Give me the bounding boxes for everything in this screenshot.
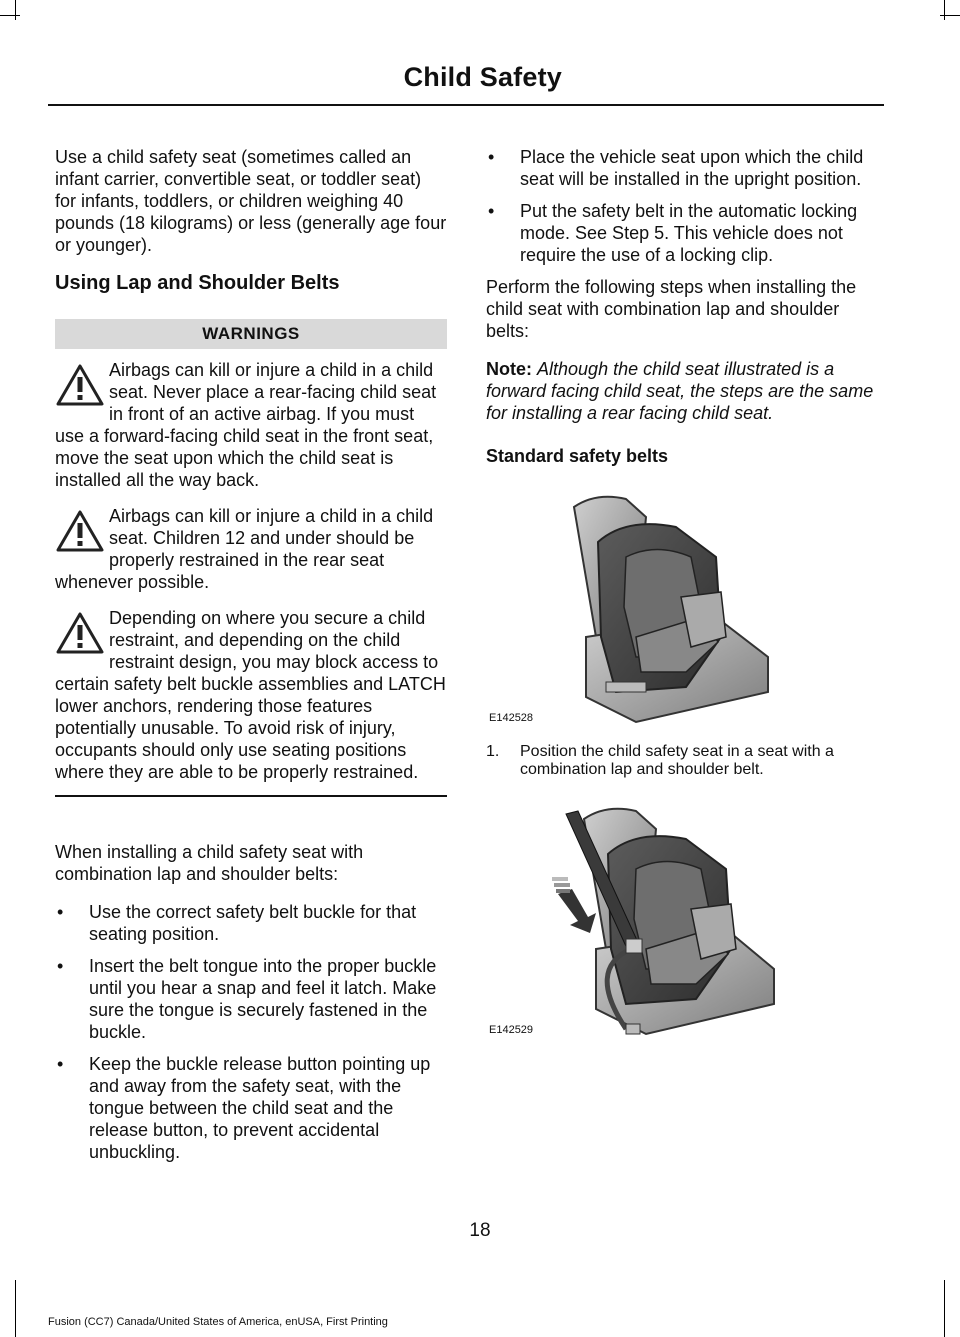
header-divider [48, 104, 884, 106]
warning-text: Depending on where you secure a child restraint, and depending on the child restraint design, you may block access to certain safety belt buckle assemblies and LATCH lower anchors, rendering those features potentially unusable. To avoid risk of injury, occupants should only use seating positions where they are able to be properly restrained. [55, 608, 446, 782]
step-1 [486, 743, 882, 779]
prep-bullet-list [486, 146, 882, 266]
list-item: • Insert the belt tongue into the proper buckle until you hear a snap and feel it latch. Make sure the tongue is securely fastened in the buckle. [57, 956, 437, 1042]
step-number: 1. [486, 743, 500, 760]
warning-item [55, 359, 447, 491]
intro-paragraph: Use a child safety seat (sometimes called an infant carrier, convertible seat, or toddler seat) for infants, toddlers, or children weighing 40 pounds (18 kilograms) or less (generally age four or younger). [55, 147, 447, 255]
warning-triangle-icon [55, 363, 105, 407]
list-item: • Put the safety belt in the automatic locking mode. See Step 5. This vehicle does not require the use of a locking clip. [488, 201, 858, 265]
crop-mark [15, 0, 16, 20]
child-seat-belt-illustration [486, 799, 776, 1039]
crop-mark [944, 1280, 945, 1337]
figure-code: E142529 [489, 1024, 534, 1036]
list-item: • Use the correct safety belt buckle for that seating position. [57, 902, 417, 944]
figure-code: E142528 [489, 712, 534, 724]
child-seat-belt-image [486, 799, 776, 1039]
warning-triangle-icon [55, 611, 105, 655]
child-seat-image [486, 487, 776, 727]
install-bullet-list [55, 901, 447, 1163]
bullet-glyph: • [57, 1054, 64, 1074]
crop-mark [15, 1280, 16, 1337]
section-heading: Using Lap and Shoulder Belts [55, 272, 340, 294]
install-intro: When installing a child safety seat with combination lap and shoulder belts: [55, 842, 364, 884]
note-label: Note: [486, 359, 532, 379]
warning-text: Airbags can kill or injure a child in a child seat. Children 12 and under should be properly restrained in the rear seat whenever possible. [55, 506, 434, 592]
warnings-divider [55, 795, 447, 797]
crop-mark [0, 15, 20, 16]
left-column [55, 146, 447, 1173]
warning-item [55, 505, 447, 593]
note-text: Although the child seat illustrated is a forward facing child seat, the steps are the same for installing a rear facing child seat. [486, 359, 874, 423]
list-item: • Place the vehicle seat upon which the child seat will be installed in the upright position. [488, 147, 864, 189]
child-seat-illustration [486, 487, 776, 727]
crop-mark [944, 0, 945, 20]
crop-mark [940, 15, 960, 16]
steps-intro: Perform the following steps when installing the child seat with combination lap and shoulder belts: [486, 277, 857, 341]
warning-text: Airbags can kill or injure a child in a child seat. Never place a rear-facing child seat in front of an active airbag. If you must use a forward-facing child seat in the front seat, move the seat upon which the child seat is installed all the way back. [55, 360, 437, 490]
page-number: 18 [469, 1220, 491, 1241]
note [486, 358, 882, 424]
warning-item [55, 607, 447, 783]
bullet-glyph: • [488, 201, 495, 221]
warning-triangle-icon [55, 509, 105, 553]
page-title: Child Safety [403, 62, 562, 92]
bullet-glyph: • [57, 956, 64, 976]
warnings-header: WARNINGS [55, 319, 447, 349]
step-text: Position the child safety seat in a seat with a combination lap and shoulder belt. [520, 743, 834, 778]
subheading: Standard safety belts [486, 446, 669, 466]
footer-text: Fusion (CC7) Canada/United States of America, enUSA, First Printing [48, 1316, 388, 1328]
list-item: • Keep the buckle release button pointing up and away from the safety seat, with the tongue between the child seat and the release button, to prevent accidental unbuckling. [57, 1054, 431, 1162]
right-column [486, 146, 882, 1039]
bullet-glyph: • [57, 902, 64, 922]
bullet-glyph: • [488, 147, 495, 167]
